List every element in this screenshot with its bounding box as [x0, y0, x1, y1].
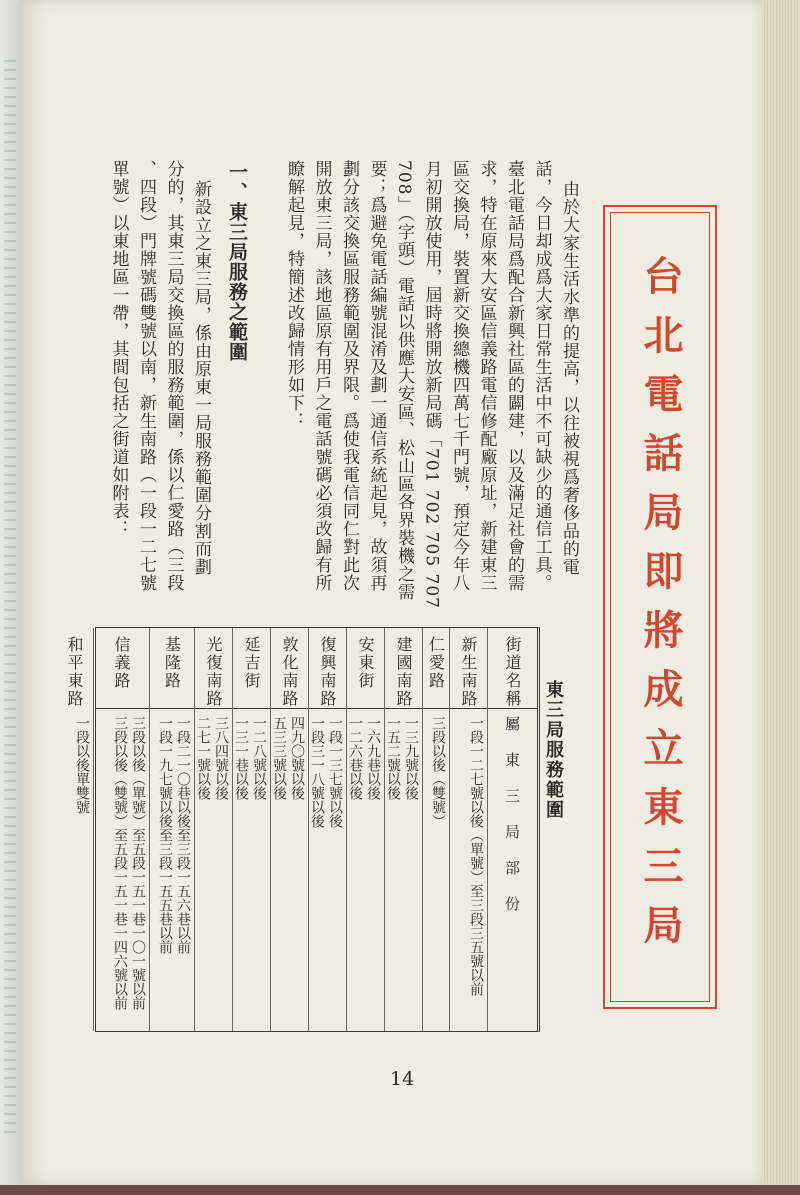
table-header-column: [487, 628, 537, 1031]
intro-column: 臺北電話局爲配合新興社區的闢建，以及滿足社會的需: [504, 160, 524, 592]
intro-column: 708」（字頭）電話以供應大安區、松山區各界裝機之需: [394, 160, 414, 601]
table-row: [449, 628, 487, 1031]
range-text: 一段以後單雙號: [74, 716, 90, 814]
table-row: [232, 628, 270, 1031]
table-row: [56, 628, 93, 1031]
table-row: [422, 628, 449, 1031]
table-row: [346, 628, 384, 1031]
range-text: 四九〇號以後 五三三號以後: [271, 716, 305, 800]
street-name: 仁愛路: [426, 636, 446, 690]
section-column: 分的，其東三局交換區的服務範圍，係以仁愛路（三段: [163, 160, 184, 592]
range-text: 一段二一〇巷以後至三段一五六巷以前 一段一九七號以後至三段一五五巷以前: [157, 716, 191, 954]
book-bottom-edge: [0, 1185, 800, 1195]
table-row: [194, 628, 232, 1031]
street-name: 和平東路: [65, 636, 84, 708]
section-column: 單號）以東地區一帶，其間包括之街道如附表：: [108, 160, 129, 538]
table-row: [93, 628, 149, 1031]
intro-column: 求，特在原來大安區信義路電信修配廠原址，新建東三: [476, 160, 497, 592]
range-text: 一二八號以後 一三一巷以後: [233, 716, 267, 800]
street-name: 建國南路: [394, 636, 413, 708]
table-row: [149, 628, 194, 1031]
range-text: 一段一三七號以後 一段三一八號以後: [309, 716, 343, 828]
street-name: 敦化南路: [280, 636, 299, 708]
range-text: 三段以後（雙號）: [430, 716, 446, 828]
intro-column: 話，今日却成爲大家日常生活中不可缺少的通信工具。: [531, 160, 552, 592]
table-caption: 東三局服務範圍: [543, 680, 564, 820]
service-range-table: [65, 627, 540, 1032]
page-stack-edge: [761, 0, 800, 1195]
previous-page-edge: [0, 0, 23, 1195]
header-street-name: 街道名稱: [503, 636, 522, 708]
range-text: 三八四號以後 二七一號以後: [195, 716, 229, 800]
range-text: 一三九號以後 一五二號以後: [385, 716, 419, 800]
street-name: 新生南路: [459, 636, 478, 708]
section-heading: 一、東三局服務之範圍: [226, 162, 248, 362]
intro-column: 開放東三局，該地區原有用戶之電話號碼必須改歸有所: [311, 160, 332, 592]
street-name: 光復南路: [204, 636, 223, 708]
street-name: 安東街: [356, 636, 375, 690]
intro-column: 劃分該交換區服務範圍及界限。爲使我電信同仁對此次: [339, 160, 359, 592]
street-name: 延吉街: [242, 636, 261, 690]
street-name: 基隆路: [162, 636, 182, 690]
range-text: 三段以後（單號）至五段一五一巷一〇一號以前 三段以後（雙號）至五段一五一巷一四六號以前: [112, 716, 146, 1010]
street-name: 復興南路: [318, 636, 337, 708]
intro-column: 月初開放使用，屆時將開放新局碼「701 702 705 707: [421, 160, 442, 610]
table-row: [308, 628, 346, 1031]
article-title-box: [603, 205, 717, 1009]
section-column: 、四段）門牌號碼雙號以南，新生南路（一段一二七號: [136, 160, 156, 592]
article-title: 台北電話局即將成立東三局: [637, 255, 683, 963]
intro-column: 瞭解起見，特簡述改歸情形如下：: [284, 160, 304, 430]
street-name: 信義路: [112, 636, 131, 690]
range-text: 一六九巷以後 一二六巷以後: [347, 716, 381, 800]
section-column: 新設立之東三局，係由原東一局服務範圍分割而劃: [191, 180, 211, 576]
table-row: [270, 628, 308, 1031]
intro-column: 由於大家生活水準的提高，以往被視爲奢侈品的電: [559, 180, 579, 576]
table-row: [384, 628, 422, 1031]
range-text: 一段一二七號以後（單號）至三段三五號以前: [468, 716, 484, 996]
page-number: 14: [390, 1068, 415, 1090]
header-range: 屬東三局部份: [503, 716, 521, 932]
intro-column: 要；爲避免電話編號混淆及劃一通信系統起見，故須再: [366, 160, 387, 592]
intro-column: 區交換局，裝置新交換總機四萬七千門號，預定今年八: [449, 160, 469, 592]
